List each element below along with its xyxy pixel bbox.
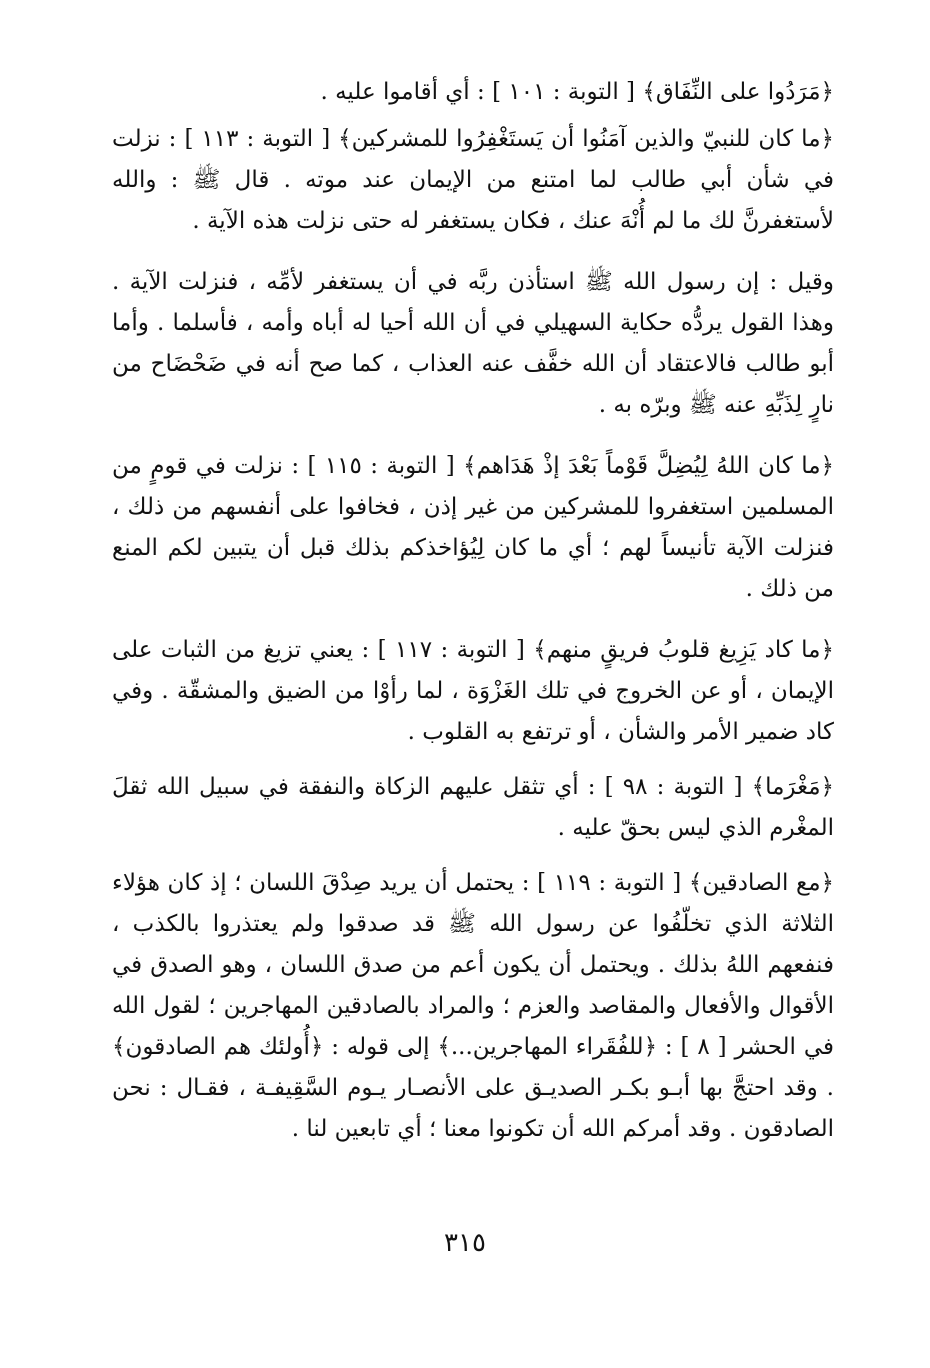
paragraph-ma-kana-lilnabi: ﴿ما كان للنبيّ والذين آمَنُوا أن يَستَغْفِرُوا للمشركين﴾ [ التوبة : ١١٣ ] : نزلت في شأن أبي طالب لما امتنع من الإيمان عند موته . قال ﷺ : والله لأستغفرنَّ لك ما لم أُنْهَ عنك ، فكان يستغفر له حتى نزلت هذه الآية .: [112, 126, 834, 234]
paragraph-maghrama: ﴿مَغْرَما﴾ [ التوبة : ٩٨ ] : أي تثقل عليهم الزكاة والنفقة في سبيل الله ثقلَ المغْرم الذي ليس بحقّ عليه .: [112, 774, 835, 841]
paragraph-liyudilla: ﴿ما كان اللهُ لِيُضِلَّ قَوْماً بَعْدَ إذْ هَدَاهم﴾ [ التوبة : ١١٥ ] : نزلت في قومٍ من المسلمين استغفروا للمشركين من غير إذن ، فخافوا على أنفسهم من ذلك ، فنزلت الآية تأنيساً لهم ؛ أي ما كان لِيُؤاخذكم بذلك قبل أن يتبين لكم المنع من ذلك .: [112, 453, 834, 602]
paragraph-al-sadiqin: ﴿مع الصادقين﴾ [ التوبة : ١١٩ ] : يحتمل أن يريد صِدْقَ اللسان ؛ إذ كان هؤلاء الثلاثة الذي تخلّفُوا عن رسول الله ﷺ قد صدقوا ولم يعتذروا بالكذب ، فنفعهم اللهُ بذلك . ويحتمل أن يكون أعم من صدق اللسان ، وهو الصدق في الأقوال والأفعال والمقاصد والعزم ؛ والمراد بالصادقين المهاجرين ؛ لقول الله في الحشر [ ٨ ] : ﴿للفُقَراء المهاجرين...﴾ إلى قوله : ﴿أُولئك هم الصادقون﴾ . وقد احتجَّ بها أبـو بكـر الصديـق على الأنصـار يـوم السَّقِيفـة ، فقـال : نحن الصادقون . وقد أمركم الله أن تكونوا معنا ؛ أي تابعين لنا .: [112, 870, 834, 1142]
paragraph-wa-qila: وقيل : إن رسول الله ﷺ استأذن ربَّه في أن يستغفر لأمِّه ، فنزلت الآية . وهذا القول يردُّه حكاية السهيلي في أن الله أحيا له أباه وأمه ، فأسلما . وأما أبو طالب فالاعتقاد أن الله خفَّف عنه العذاب ، كما صح أنه في ضَحْضَاح من نارٍ لِذَبِّهِ عنه ﷺ وبرّه به .: [112, 269, 834, 418]
paragraph-maradu: ﴿مَرَدُوا على النِّفَاق﴾ [ التوبة : ١٠١ ] : أي أقاموا عليه .: [320, 79, 834, 105]
page-number: ٣١٥: [444, 1228, 486, 1258]
paragraph-yazigh: ﴿ما كاد يَزِيغ قلوبُ فريقٍ منهم﴾ [ التوبة : ١١٧ ] : يعني تزيغ من الثبات على الإيمان ، أو عن الخروج في تلك الغَزْوَة ، لما رأوْا من الضيق والمشقّة . وفي كاد ضمير الأمر والشأن ، أو ترتفع به القلوب .: [112, 637, 834, 745]
page-body: [112, 72, 834, 1150]
